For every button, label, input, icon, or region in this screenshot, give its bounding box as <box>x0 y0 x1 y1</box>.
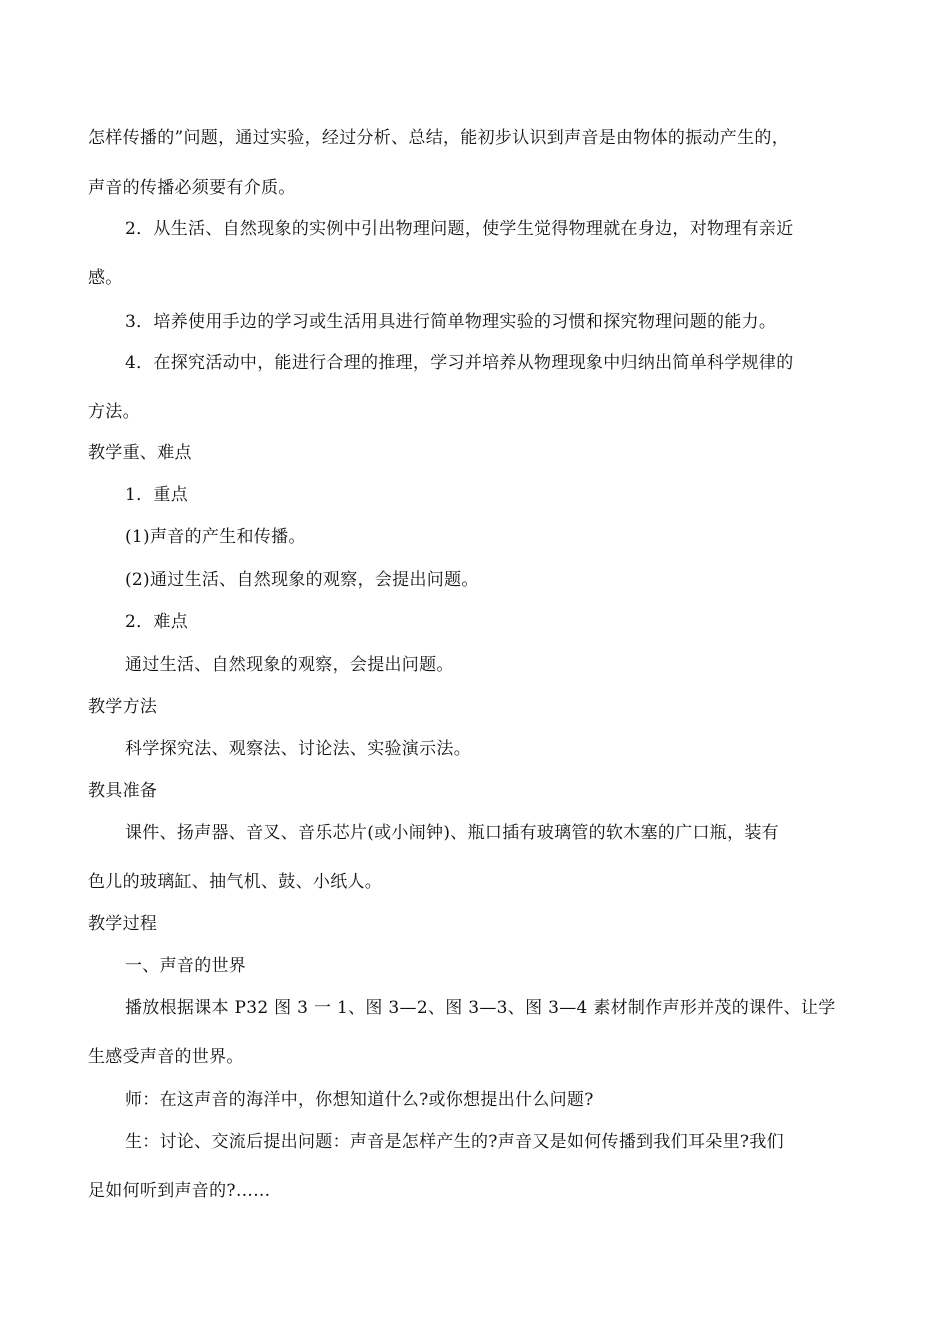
objective-item-4-line-1: 4．在探究活动中，能进行合理的推理，学习并培养从物理现象中归纳出简单科学规律的 <box>125 353 794 373</box>
objectives-line-2: 声音的传播必须要有介质。 <box>88 178 296 198</box>
student-response-line-1: 生：讨论、交流后提出问题：声音是怎样产生的?声音又是如何传播到我们耳朵里?我们 <box>125 1132 784 1152</box>
difficulty-text: 通过生活、自然现象的观察，会提出问题。 <box>125 655 454 675</box>
student-response-line-2: 足如何听到声音的?…… <box>88 1181 271 1201</box>
objective-item-2-line-1: 2．从生活、自然现象的实例中引出物理问题，使学生觉得物理就在身边，对物理有亲近 <box>125 219 794 239</box>
objective-item-3: 3．培养使用手边的学习或生活用具进行简单物理实验的习惯和探究物理问题的能力。 <box>125 312 777 332</box>
section-heading-key-points: 教学重、难点 <box>88 443 192 463</box>
methods-text: 科学探究法、观察法、讨论法、实验演示法。 <box>125 739 471 759</box>
process-paragraph-1-line-1: 播放根据课本 P32 图 3 一 1、图 3—2、图 3—3、图 3—4 素材制作声形并茂的课件、让学 <box>125 998 836 1018</box>
section-heading-methods: 教学方法 <box>88 697 158 717</box>
objectives-line-1: 怎样传播的”问题，通过实验，经过分析、总结，能初步认识到声音是由物体的振动产生的， <box>88 128 789 148</box>
section-heading-equipment: 教具准备 <box>88 781 158 801</box>
process-subheading-1: 一、声音的世界 <box>125 956 247 976</box>
key-point-item-2: (2)通过生活、自然现象的观察，会提出问题。 <box>125 570 479 590</box>
key-points-label: 1．重点 <box>125 485 189 505</box>
section-heading-process: 教学过程 <box>88 914 158 934</box>
objective-item-4-line-2: 方法。 <box>88 402 140 422</box>
teacher-question: 师：在这声音的海洋中，你想知道什么?或你想提出什么问题? <box>125 1090 594 1110</box>
equipment-line-1: 课件、扬声器、音叉、音乐芯片(或小闹钟)、瓶口插有玻璃管的软木塞的广口瓶，装有 <box>125 823 779 843</box>
objective-item-2-line-2: 感。 <box>88 268 123 288</box>
process-paragraph-1-line-2: 生感受声音的世界。 <box>88 1047 244 1067</box>
equipment-line-2: 色儿的玻璃缸、抽气机、鼓、小纸人。 <box>88 872 383 892</box>
difficulty-label: 2．难点 <box>125 612 189 632</box>
key-point-item-1: (1)声音的产生和传播。 <box>125 527 306 547</box>
